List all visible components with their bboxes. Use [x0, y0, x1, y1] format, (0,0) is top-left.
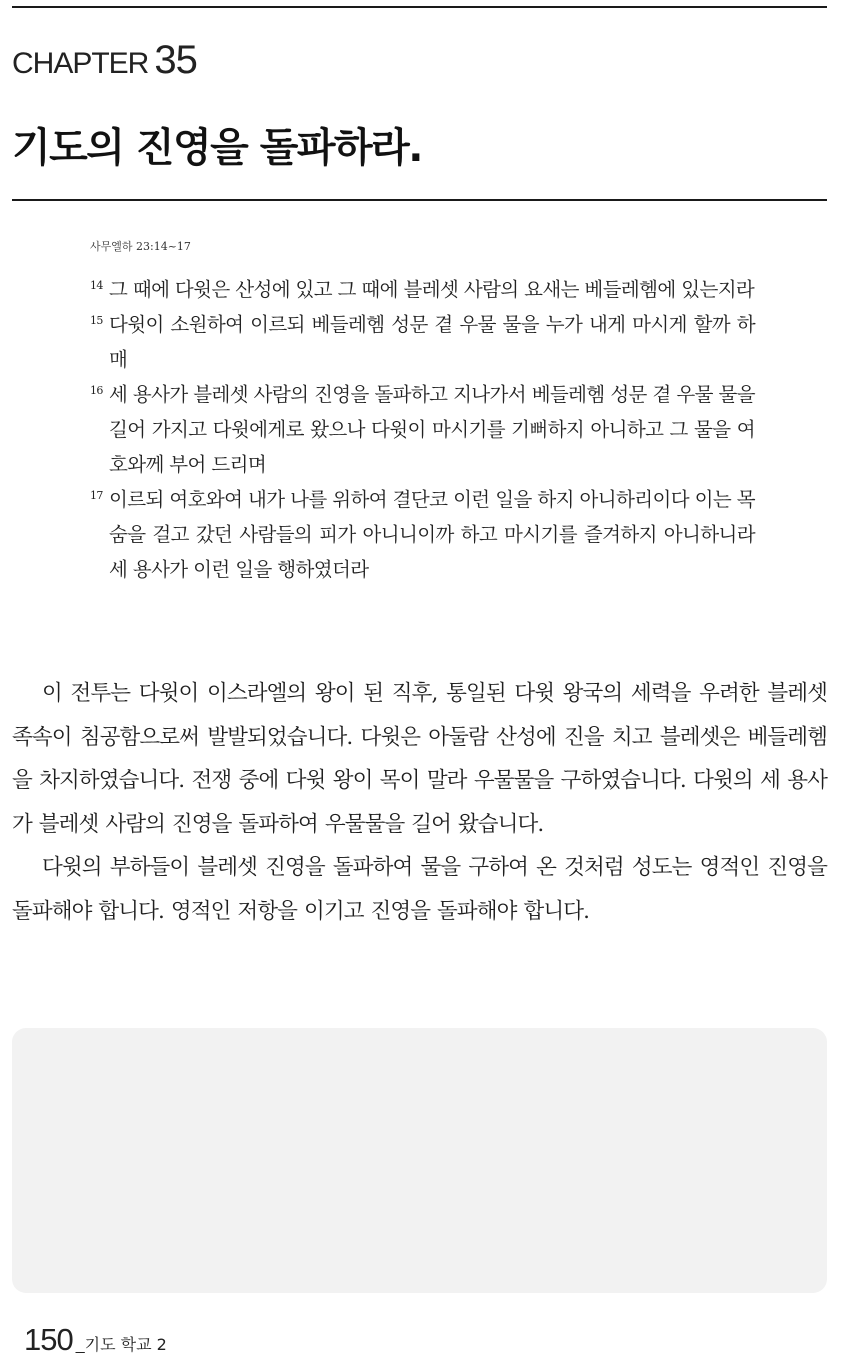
body-paragraph: 다윗의 부하들이 블레셋 진영을 돌파하여 물을 구하여 온 것처럼 성도는 영적인 진영을 돌파해야 합니다. 영적인 저항을 이기고 진영을 돌파해야 합니다. — [12, 855, 827, 924]
chapter-number: 35 — [154, 38, 197, 82]
body-text — [12, 672, 827, 933]
scripture-reference: 사무엘하 23:14~17 — [90, 240, 191, 253]
verse-text: 세 용사가 블레셋 사람의 진영을 돌파하고 지나가서 베들레헴 성문 곁 우물 물을 길어 가지고 다윗에게로 왔으나 다윗이 마시기를 기뻐하지 아니하고 그 물을 여호와께 부어 드리며 — [109, 383, 755, 476]
verse-15: 15 다윗이 소원하여 이르되 베들레헴 성문 곁 우물 물을 누가 내게 마시게 할까 하매 — [90, 313, 755, 371]
scripture-passage — [90, 272, 755, 587]
chapter-label — [12, 38, 197, 86]
chapter-word: CHAPTER — [12, 47, 149, 80]
verse-text: 이르되 여호와여 내가 나를 위하여 결단코 이런 일을 하지 아니하리이다 이는 목숨을 걸고 갔던 사람들의 피가 아니니이까 하고 마시기를 즐겨하지 아니하니라 세 용사가 이런 일을 행하였더라 — [109, 488, 755, 581]
verse-17: 17 이르되 여호와여 내가 나를 위하여 결단코 이런 일을 하지 아니하리이다 이는 목숨을 걸고 갔던 사람들의 피가 아니니이까 하고 마시기를 즐겨하지 아니하니라 세 용사가 이런 일을 행하였더라 — [90, 488, 755, 581]
page-footer — [24, 1322, 167, 1358]
chapter-title: 기도의 진영을 돌파하라. — [12, 125, 422, 171]
header-top-rule — [12, 6, 827, 8]
verse-16: 16 세 용사가 블레셋 사람의 진영을 돌파하고 지나가서 베들레헴 성문 곁 우물 물을 길어 가지고 다윗에게로 왔으나 다윗이 마시기를 기뻐하지 아니하고 그 물을 여호와께 부어 드리며 — [90, 383, 755, 476]
footer-separator: _ — [75, 1337, 85, 1354]
book-title: 기도 학교 2 — [84, 1335, 167, 1354]
verse-text: 다윗이 소원하여 이르되 베들레헴 성문 곁 우물 물을 누가 내게 마시게 할까 하매 — [109, 313, 755, 371]
verse-text: 그 때에 다윗은 산성에 있고 그 때에 블레셋 사람의 요새는 베들레헴에 있는지라 — [109, 278, 755, 301]
page-number: 150 — [24, 1322, 73, 1357]
body-paragraph: 이 전투는 다윗이 이스라엘의 왕이 된 직후, 통일된 다윗 왕국의 세력을 우려한 블레셋 족속이 침공함으로써 발발되었습니다. 다윗은 아둘람 산성에 진을 치고 블레셋은 베들레헴을 차지하였습니다. 전쟁 중에 다윗 왕이 목이 말라 우물물을 구하였습니다. 다윗의 세 용사가 블레셋 사람의 진영을 돌파하여 우물물을 길어 왔습니다. — [12, 681, 827, 837]
notes-box — [12, 1028, 827, 1293]
header-bottom-rule — [12, 199, 827, 201]
verse-14: 14 그 때에 다윗은 산성에 있고 그 때에 블레셋 사람의 요새는 베들레헴에 있는지라 — [90, 278, 755, 301]
